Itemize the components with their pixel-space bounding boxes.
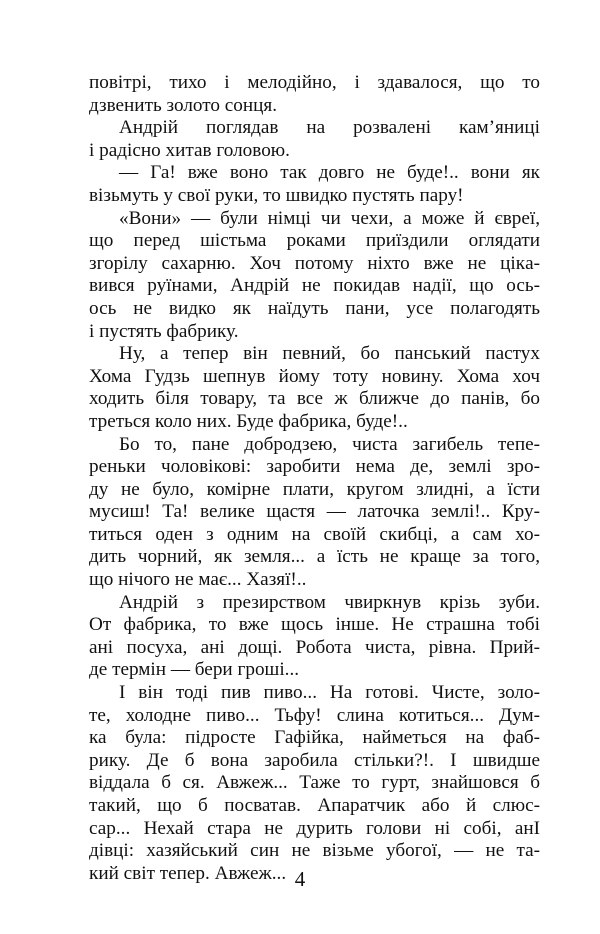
text-line: вився руїнами, Андрій не покидав надії, що ось- (89, 275, 540, 297)
text-line: повітрі, тихо і мелодійно, і здавалося, що то (89, 72, 540, 93)
text-line: такий, що б посватав. Апаратчик або й слюс- (89, 795, 540, 816)
page-number: 4 (294, 867, 306, 891)
text-line: І він тоді пив пиво... На готові. Чисте, золо- (119, 682, 540, 704)
text-line: і пустять фабрику. (89, 320, 239, 342)
text-line: рику. Де б вона заробила стільки?!. І швидше (89, 749, 540, 771)
text-line: Андрій поглядав на розвалені кам’яниці (119, 117, 540, 139)
text-line: ходить біля товару, та все ж ближче до панів, бо (89, 388, 540, 410)
text-line: і радісно хитав головою. (89, 139, 290, 161)
text-line: що нічого не має... Хазяї!.. (89, 569, 307, 591)
text-line: мусиш! Та! велике щастя — латочка землі!.. Кру- (89, 501, 540, 523)
text-line: дзвенить золото сонця. (89, 94, 278, 116)
text-line: треться коло них. Буде фабрика, буде!.. (89, 410, 408, 432)
text-line: сар... Нехай стара не дурить голови ні собі, анІ (89, 817, 540, 839)
text-line: ось не видко як наїдуть пани, усе полагодять (89, 297, 540, 319)
text-line: де термін — бери гроші... (89, 659, 300, 681)
text-line: — Га! вже воно так довго не буде!.. вони як (119, 162, 540, 184)
text-line: Хома Гудзь шепнув йому тоту новину. Хома хоч (89, 365, 540, 387)
text-line: кий світ тепер. Авжеж... (89, 862, 287, 884)
text-line: візьмуть у свої руки, то швидко пустять пару! (89, 184, 464, 206)
text-line: Бо то, пане добродзею, чиста загибель тепе- (119, 433, 540, 455)
text-line: реньки чоловікові: заробити нема де, землі зро- (89, 456, 540, 478)
text-line: титься оден з одним на своїй скибці, а сам хо- (89, 523, 540, 545)
text-line: те, холодне пиво... Тьфу! слина котиться... Дум- (89, 704, 540, 726)
text-line: Андрій з презирством чвиркнув крізь зуби. (119, 591, 540, 613)
text-body (89, 72, 540, 885)
text-line: ду не було, комірне плати, кругом злидні, а їсти (89, 478, 540, 500)
text-line: «Вони» — були німці чи чехи, а може й євреї, (119, 207, 540, 229)
text-line: От фабрика, то вже щось інше. Не страшна тобі (89, 614, 540, 636)
text-line: дівці: хазяйський син не візьме убогої, — не та- (89, 840, 540, 862)
text-line: Ну, а тепер він певний, бо панський пастух (119, 343, 540, 365)
text-line: дить чорний, як земля... а їсть не краще за того, (89, 546, 540, 568)
text-line: віддала б ся. Авжеж... Таже то гурт, знайшовся б (89, 772, 540, 794)
text-line: ка була: підросте Гафійка, найметься на фаб- (89, 727, 540, 749)
text-line: що перед шістьма роками приїздили оглядати (89, 230, 540, 252)
text-line: ані посуха, ані дощі. Робота чиста, рівна. Прий- (89, 636, 540, 658)
text-line: згорілу сахарню. Хоч потому ніхто вже не цікa- (89, 252, 540, 274)
